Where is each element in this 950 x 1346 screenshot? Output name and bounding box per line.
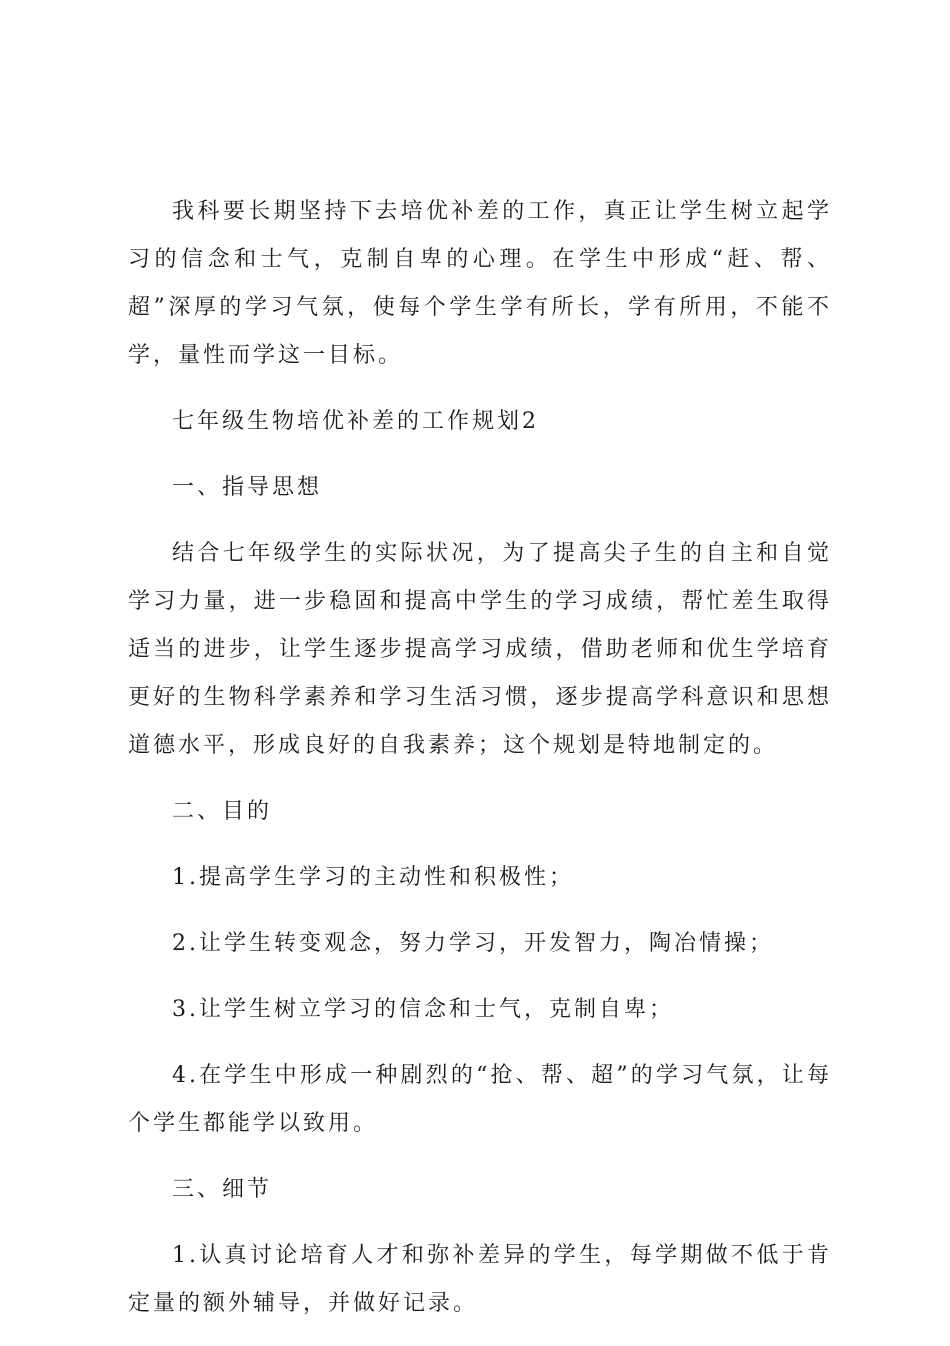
heading-purpose: 二、目的	[172, 799, 273, 824]
list-item-purpose-2: 2.让学生转变观念，努力学习，开发智力，陶冶情操；	[172, 931, 774, 956]
paragraph-guiding-ideology: 结合七年级学生的实际状况，为了提高尖子生的自主和自觉学习力量，进一步稳固和提高中学生的学习成绩，帮忙差生取得适当的进步，让学生逐步提高学习成绩，借助老师和优生学培育更好的生物科学素养和学习生活习惯，逐步提高学科意识和思想道德水平，形成良好的自我素养；这个规划是特地制定的。	[128, 541, 832, 758]
heading-details: 三、细节	[172, 1177, 273, 1202]
heading-guiding-ideology: 一、指导思想	[172, 475, 323, 500]
document-body	[128, 188, 832, 1346]
section-title: 七年级生物培优补差的工作规划2	[172, 409, 539, 434]
list-item-purpose-4: 4.在学生中形成一种剧烈的“抢、帮、超”的学习气氛，让每个学生都能学以致用。	[128, 1063, 832, 1136]
list-item-purpose-3: 3.让学生树立学习的信念和士气，克制自卑；	[172, 997, 674, 1022]
paragraph-intro: 我科要长期坚持下去培优补差的工作，真正让学生树立起学习的信念和士气，克制自卑的心理。在学生中形成“赶、帮、超”深厚的学习气氛，使每个学生学有所长，学有所用，不能不学，量性而学这一目标。	[128, 199, 832, 368]
list-item-purpose-1: 1.提高学生学习的主动性和积极性；	[172, 865, 574, 890]
list-item-details-1: 1.认真讨论培育人才和弥补差异的学生，每学期做不低于肯定量的额外辅导，并做好记录。	[128, 1243, 832, 1316]
